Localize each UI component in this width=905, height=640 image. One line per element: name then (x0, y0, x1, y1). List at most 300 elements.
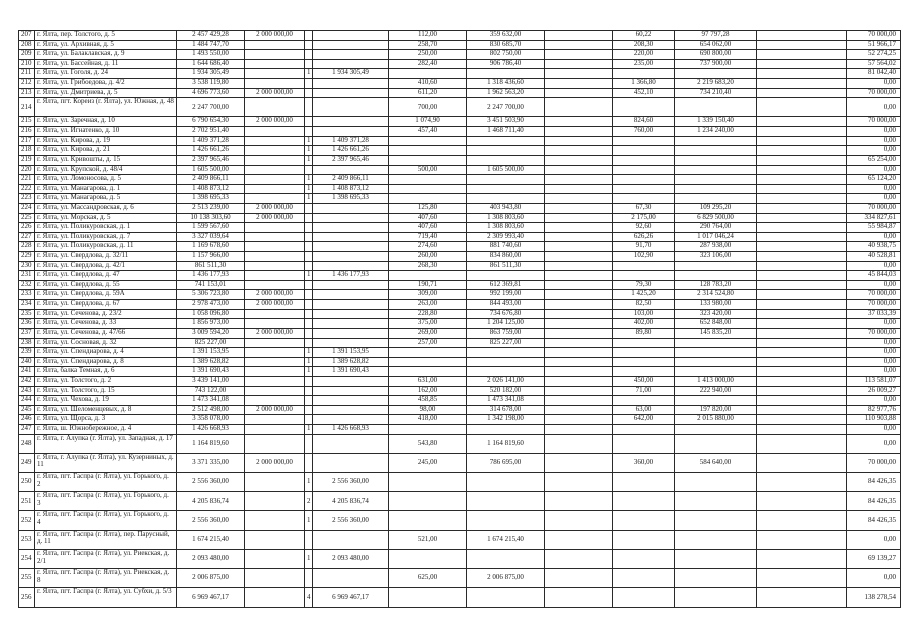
subsidy-cell: 2 000 000,00 (245, 328, 305, 338)
address-cell: г. Ялта, ул. Сеченова, д. 47/66 (35, 328, 177, 338)
area2-cell: 92,60 (613, 223, 675, 233)
amount-cell: 65 124,20 (847, 175, 901, 185)
address-cell: г. Ялта, ул. Свердлова, д. 67 (35, 300, 177, 310)
area-cell: 543,80 (389, 434, 467, 453)
empty2-cell (757, 31, 847, 41)
total-cost-cell: 1 473 341,08 (177, 396, 245, 406)
area2-cost-cell: 654 062,00 (675, 40, 757, 50)
table-row (19, 300, 901, 310)
table-row (19, 328, 901, 338)
units-cost-cell (313, 434, 389, 453)
area2-cell (613, 261, 675, 271)
empty-cell (545, 232, 613, 242)
address-cell: г. Ялта, ул. Свердлова, д. 59А (35, 290, 177, 300)
area-cell (389, 473, 467, 492)
units-cost-cell: 1 398 695,33 (313, 194, 389, 204)
units-count-cell (305, 79, 313, 89)
units-count-cell (305, 328, 313, 338)
row-number: 218 (19, 146, 35, 156)
row-number: 212 (19, 79, 35, 89)
row-number: 231 (19, 271, 35, 281)
area2-cell: 91,70 (613, 242, 675, 252)
area2-cell (613, 155, 675, 165)
units-cost-cell (313, 213, 389, 223)
empty-cell (545, 549, 613, 568)
empty-cell (545, 175, 613, 185)
units-cost-cell: 6 969 467,17 (313, 588, 389, 608)
row-number: 222 (19, 184, 35, 194)
units-count-cell (305, 232, 313, 242)
area-cell: 611,20 (389, 88, 467, 98)
units-count-cell: 2 (305, 492, 313, 511)
units-cost-cell: 2 409 866,11 (313, 175, 389, 185)
area-cell (389, 194, 467, 204)
subsidy-cell: 2 000 000,00 (245, 117, 305, 127)
units-cost-cell (313, 569, 389, 588)
table-row (19, 367, 901, 377)
units-count-cell: 1 (305, 357, 313, 367)
amount-cell: 0,00 (847, 98, 901, 117)
amount-cell: 70 000,00 (847, 453, 901, 472)
table-row (19, 136, 901, 146)
area-cell: 269,00 (389, 328, 467, 338)
subsidy-cell (245, 280, 305, 290)
empty-cell (545, 386, 613, 396)
total-cost-cell: 2 978 473,00 (177, 300, 245, 310)
subsidy-cell (245, 415, 305, 425)
area-cell: 245,00 (389, 453, 467, 472)
area2-cell (613, 146, 675, 156)
amount-cell: 0,00 (847, 434, 901, 453)
subsidy-cell (245, 319, 305, 329)
empty2-cell (757, 453, 847, 472)
table-row (19, 242, 901, 252)
area-cell (389, 357, 467, 367)
units-count-cell: 1 (305, 194, 313, 204)
area-cost-cell: 1 204 125,00 (467, 319, 545, 329)
area2-cost-cell: 737 900,00 (675, 59, 757, 69)
empty-cell (545, 415, 613, 425)
area2-cell: 1 425,20 (613, 290, 675, 300)
address-cell: г. Ялта, ул. Шеломенцевых, д. 8 (35, 405, 177, 415)
area-cell (389, 492, 467, 511)
empty-cell (545, 376, 613, 386)
empty2-cell (757, 290, 847, 300)
empty-cell (545, 473, 613, 492)
amount-cell: 0,00 (847, 319, 901, 329)
table-row (19, 434, 901, 453)
register-rows (19, 31, 901, 608)
area2-cell (613, 588, 675, 608)
area2-cell: 626,26 (613, 232, 675, 242)
table-row (19, 386, 901, 396)
total-cost-cell: 861 511,30 (177, 261, 245, 271)
address-cell: г. Ялта, ул. Кирова, д. 19 (35, 136, 177, 146)
units-count-cell: 1 (305, 175, 313, 185)
area-cost-cell: 863 759,00 (467, 328, 545, 338)
row-number: 209 (19, 50, 35, 60)
area2-cost-cell: 145 835,20 (675, 328, 757, 338)
amount-cell: 0,00 (847, 396, 901, 406)
units-count-cell (305, 31, 313, 41)
table-row (19, 69, 901, 79)
area-cost-cell: 992 199,00 (467, 290, 545, 300)
table-row (19, 473, 901, 492)
address-cell: г. Ялта, ул. Дмитриева, д. 5 (35, 88, 177, 98)
units-cost-cell (313, 242, 389, 252)
amount-cell: 84 426,35 (847, 473, 901, 492)
subsidy-cell (245, 127, 305, 137)
address-cell: г. Ялта, ул. Заречная, д. 10 (35, 117, 177, 127)
address-cell: г. Ялта, балка Темная, д. 6 (35, 367, 177, 377)
area-cost-cell (467, 357, 545, 367)
amount-cell: 55 984,87 (847, 223, 901, 233)
area-cell: 112,00 (389, 31, 467, 41)
area2-cost-cell (675, 155, 757, 165)
units-count-cell: 1 (305, 146, 313, 156)
units-count-cell: 1 (305, 424, 313, 434)
total-cost-cell: 3 538 119,80 (177, 79, 245, 89)
total-cost-cell: 6 969 467,17 (177, 588, 245, 608)
area2-cell: 360,00 (613, 453, 675, 472)
empty2-cell (757, 367, 847, 377)
empty-cell (545, 69, 613, 79)
subsidy-cell (245, 396, 305, 406)
total-cost-cell: 3 439 141,00 (177, 376, 245, 386)
area2-cost-cell: 734 210,40 (675, 88, 757, 98)
total-cost-cell: 5 306 723,80 (177, 290, 245, 300)
subsidy-cell (245, 242, 305, 252)
area-cost-cell (467, 69, 545, 79)
subsidy-cell: 2 000 000,00 (245, 31, 305, 41)
row-number: 214 (19, 98, 35, 117)
units-count-cell (305, 386, 313, 396)
amount-cell: 45 844,03 (847, 271, 901, 281)
total-cost-cell: 2 247 700,00 (177, 98, 245, 117)
subsidy-cell (245, 165, 305, 175)
empty-cell (545, 223, 613, 233)
address-cell: г. Ялта, ул. Поликуровская, д. 11 (35, 242, 177, 252)
area-cost-cell: 2 026 141,00 (467, 376, 545, 386)
empty-cell (545, 203, 613, 213)
area2-cost-cell (675, 569, 757, 588)
subsidy-cell (245, 348, 305, 358)
area2-cell (613, 549, 675, 568)
area-cell: 190,71 (389, 280, 467, 290)
table-row (19, 88, 901, 98)
table-row (19, 31, 901, 41)
area2-cell: 450,00 (613, 376, 675, 386)
amount-cell: 84 426,35 (847, 511, 901, 530)
units-cost-cell (313, 328, 389, 338)
units-cost-cell (313, 98, 389, 117)
area2-cell: 402,00 (613, 319, 675, 329)
address-cell: г. Ялта, пгт. Гаспра (г. Ялта), ул. Риекская, д. 8 (35, 569, 177, 588)
amount-cell: 138 278,54 (847, 588, 901, 608)
area-cell: 418,00 (389, 415, 467, 425)
empty2-cell (757, 549, 847, 568)
area2-cell: 102,90 (613, 252, 675, 262)
row-number: 241 (19, 367, 35, 377)
area-cost-cell: 1 308 803,60 (467, 213, 545, 223)
table-row (19, 280, 901, 290)
area2-cost-cell: 1 339 150,40 (675, 117, 757, 127)
total-cost-cell: 825 227,00 (177, 338, 245, 348)
row-number: 226 (19, 223, 35, 233)
empty2-cell (757, 376, 847, 386)
address-cell: г. Ялта, пгт. Гаспра (г. Ялта), ул. Субхи, д. 5/3 (35, 588, 177, 608)
empty2-cell (757, 415, 847, 425)
area2-cost-cell (675, 261, 757, 271)
empty-cell (545, 405, 613, 415)
total-cost-cell: 1 674 215,40 (177, 530, 245, 549)
address-cell: г. Ялта, ул. Сеченова, д. 33 (35, 319, 177, 329)
amount-cell: 0,00 (847, 338, 901, 348)
area-cell: 228,80 (389, 309, 467, 319)
area2-cost-cell: 6 829 500,00 (675, 213, 757, 223)
area-cost-cell: 906 786,40 (467, 59, 545, 69)
address-cell: г. Ялта, ул. Свердлова, д. 32/11 (35, 252, 177, 262)
area2-cost-cell: 690 800,00 (675, 50, 757, 60)
address-cell: г. Ялта, ул. Ломоносова, д. 5 (35, 175, 177, 185)
subsidy-cell: 2 000 000,00 (245, 88, 305, 98)
amount-cell: 0,00 (847, 184, 901, 194)
empty-cell (545, 184, 613, 194)
empty2-cell (757, 588, 847, 608)
table-row (19, 309, 901, 319)
units-cost-cell (313, 405, 389, 415)
subsidy-cell (245, 252, 305, 262)
address-cell: г. Ялта, пгт. Гаспра (г. Ялта), ул. Риекская, д. 2/1 (35, 549, 177, 568)
address-cell: г. Ялта, пгт. Гаспра (г. Ялта), пер. Парусный, д. 11 (35, 530, 177, 549)
row-number: 254 (19, 549, 35, 568)
subsidy-cell (245, 223, 305, 233)
area2-cost-cell: 1 413 000,00 (675, 376, 757, 386)
area2-cell (613, 434, 675, 453)
amount-cell: 84 426,35 (847, 492, 901, 511)
amount-cell: 70 000,00 (847, 300, 901, 310)
units-count-cell: 1 (305, 549, 313, 568)
units-cost-cell (313, 386, 389, 396)
area-cell: 407,60 (389, 223, 467, 233)
units-cost-cell: 1 408 873,12 (313, 184, 389, 194)
total-cost-cell: 1 426 668,93 (177, 424, 245, 434)
empty2-cell (757, 300, 847, 310)
area2-cell (613, 396, 675, 406)
empty2-cell (757, 252, 847, 262)
table-row (19, 348, 901, 358)
units-count-cell (305, 530, 313, 549)
units-cost-cell (313, 319, 389, 329)
table-row (19, 396, 901, 406)
area-cell: 260,00 (389, 252, 467, 262)
address-cell: г. Ялта, ул. Кирова, д. 21 (35, 146, 177, 156)
amount-cell: 52 274,25 (847, 50, 901, 60)
area-cost-cell: 403 943,80 (467, 203, 545, 213)
total-cost-cell: 2 093 480,00 (177, 549, 245, 568)
area2-cost-cell: 109 295,20 (675, 203, 757, 213)
units-cost-cell: 1 426 668,93 (313, 424, 389, 434)
empty-cell (545, 396, 613, 406)
address-cell: г. Ялта, ул. Толстого, д. 2 (35, 376, 177, 386)
units-cost-cell (313, 88, 389, 98)
address-cell: г. Ялта, пгт. Гаспра (г. Ялта), ул. Горького, д. 4 (35, 511, 177, 530)
register-table (18, 30, 901, 608)
area-cost-cell: 1 473 341,08 (467, 396, 545, 406)
area2-cost-cell (675, 175, 757, 185)
units-cost-cell (313, 396, 389, 406)
amount-cell: 0,00 (847, 424, 901, 434)
units-count-cell: 1 (305, 155, 313, 165)
area-cost-cell: 1 308 803,60 (467, 223, 545, 233)
area2-cost-cell (675, 69, 757, 79)
address-cell: г. Ялта, ул. Свердлова, д. 42/1 (35, 261, 177, 271)
units-count-cell (305, 290, 313, 300)
units-count-cell (305, 50, 313, 60)
units-count-cell (305, 242, 313, 252)
area-cell: 700,00 (389, 98, 467, 117)
area-cell: 250,00 (389, 50, 467, 60)
area-cell: 257,00 (389, 338, 467, 348)
empty-cell (545, 348, 613, 358)
subsidy-cell: 2 000 000,00 (245, 290, 305, 300)
area2-cell: 89,80 (613, 328, 675, 338)
units-count-cell (305, 405, 313, 415)
table-row (19, 203, 901, 213)
area-cost-cell: 2 006 875,00 (467, 569, 545, 588)
table-row (19, 117, 901, 127)
subsidy-cell (245, 338, 305, 348)
empty-cell (545, 309, 613, 319)
area-cost-cell: 3 451 503,90 (467, 117, 545, 127)
row-number: 251 (19, 492, 35, 511)
area-cost-cell (467, 146, 545, 156)
area2-cost-cell: 97 797,28 (675, 31, 757, 41)
area2-cell (613, 136, 675, 146)
area2-cost-cell (675, 357, 757, 367)
area2-cell (613, 348, 675, 358)
total-cost-cell: 2 397 965,46 (177, 155, 245, 165)
empty2-cell (757, 223, 847, 233)
empty-cell (545, 252, 613, 262)
area-cost-cell: 830 685,70 (467, 40, 545, 50)
address-cell: г. Ялта, пгт. Кореиз (г. Ялта), ул. Южная, д. 48 (35, 98, 177, 117)
subsidy-cell (245, 530, 305, 549)
area2-cost-cell: 2 219 683,20 (675, 79, 757, 89)
units-count-cell (305, 309, 313, 319)
empty2-cell (757, 242, 847, 252)
table-row (19, 232, 901, 242)
area2-cost-cell (675, 146, 757, 156)
row-number: 243 (19, 386, 35, 396)
total-cost-cell: 1 157 966,00 (177, 252, 245, 262)
empty2-cell (757, 511, 847, 530)
units-count-cell (305, 213, 313, 223)
table-row (19, 376, 901, 386)
total-cost-cell: 1 408 873,12 (177, 184, 245, 194)
amount-cell: 0,00 (847, 232, 901, 242)
area-cost-cell (467, 155, 545, 165)
area-cost-cell (467, 588, 545, 608)
units-cost-cell (313, 165, 389, 175)
address-cell: г. Ялта, ул. Спендиарова, д. 4 (35, 348, 177, 358)
empty-cell (545, 213, 613, 223)
units-cost-cell: 2 093 480,00 (313, 549, 389, 568)
address-cell: г. Ялта, пгт. Гаспра (г. Ялта), ул. Горького, д. 3 (35, 492, 177, 511)
area2-cell: 60,22 (613, 31, 675, 41)
empty2-cell (757, 319, 847, 329)
area2-cost-cell: 2 314 524,80 (675, 290, 757, 300)
total-cost-cell: 1 389 628,82 (177, 357, 245, 367)
units-count-cell (305, 165, 313, 175)
area-cost-cell: 2 247 700,00 (467, 98, 545, 117)
empty2-cell (757, 194, 847, 204)
area-cost-cell: 314 678,00 (467, 405, 545, 415)
area2-cell (613, 194, 675, 204)
empty2-cell (757, 424, 847, 434)
table-row (19, 146, 901, 156)
table-row (19, 59, 901, 69)
subsidy-cell (245, 309, 305, 319)
empty-cell (545, 530, 613, 549)
subsidy-cell (245, 79, 305, 89)
area-cell (389, 136, 467, 146)
subsidy-cell (245, 232, 305, 242)
units-count-cell (305, 117, 313, 127)
address-cell: г. Ялта, ул. Манагарова, д. 1 (35, 184, 177, 194)
area-cost-cell (467, 348, 545, 358)
amount-cell: 0,00 (847, 280, 901, 290)
row-number: 244 (19, 396, 35, 406)
area2-cost-cell (675, 194, 757, 204)
row-number: 224 (19, 203, 35, 213)
area-cost-cell: 844 493,00 (467, 300, 545, 310)
amount-cell: 65 254,00 (847, 155, 901, 165)
area-cost-cell (467, 194, 545, 204)
total-cost-cell: 3 327 039,64 (177, 232, 245, 242)
empty2-cell (757, 69, 847, 79)
area2-cost-cell: 290 764,00 (675, 223, 757, 233)
empty2-cell (757, 79, 847, 89)
row-number: 215 (19, 117, 35, 127)
area2-cost-cell (675, 549, 757, 568)
area-cell (389, 175, 467, 185)
area-cost-cell: 825 227,00 (467, 338, 545, 348)
row-number: 225 (19, 213, 35, 223)
empty2-cell (757, 117, 847, 127)
area-cell (389, 511, 467, 530)
table-row (19, 338, 901, 348)
table-row (19, 184, 901, 194)
units-cost-cell (313, 453, 389, 472)
amount-cell: 0,00 (847, 530, 901, 549)
area2-cell (613, 424, 675, 434)
row-number: 234 (19, 300, 35, 310)
area-cost-cell (467, 367, 545, 377)
area2-cell: 67,30 (613, 203, 675, 213)
row-number: 236 (19, 319, 35, 329)
area-cost-cell (467, 473, 545, 492)
units-count-cell: 1 (305, 69, 313, 79)
area2-cost-cell (675, 338, 757, 348)
subsidy-cell (245, 473, 305, 492)
empty-cell (545, 453, 613, 472)
table-row (19, 549, 901, 568)
address-cell: г. Ялта, ул. Поликуровская, д. 7 (35, 232, 177, 242)
table-row (19, 50, 901, 60)
empty2-cell (757, 348, 847, 358)
area2-cost-cell (675, 396, 757, 406)
